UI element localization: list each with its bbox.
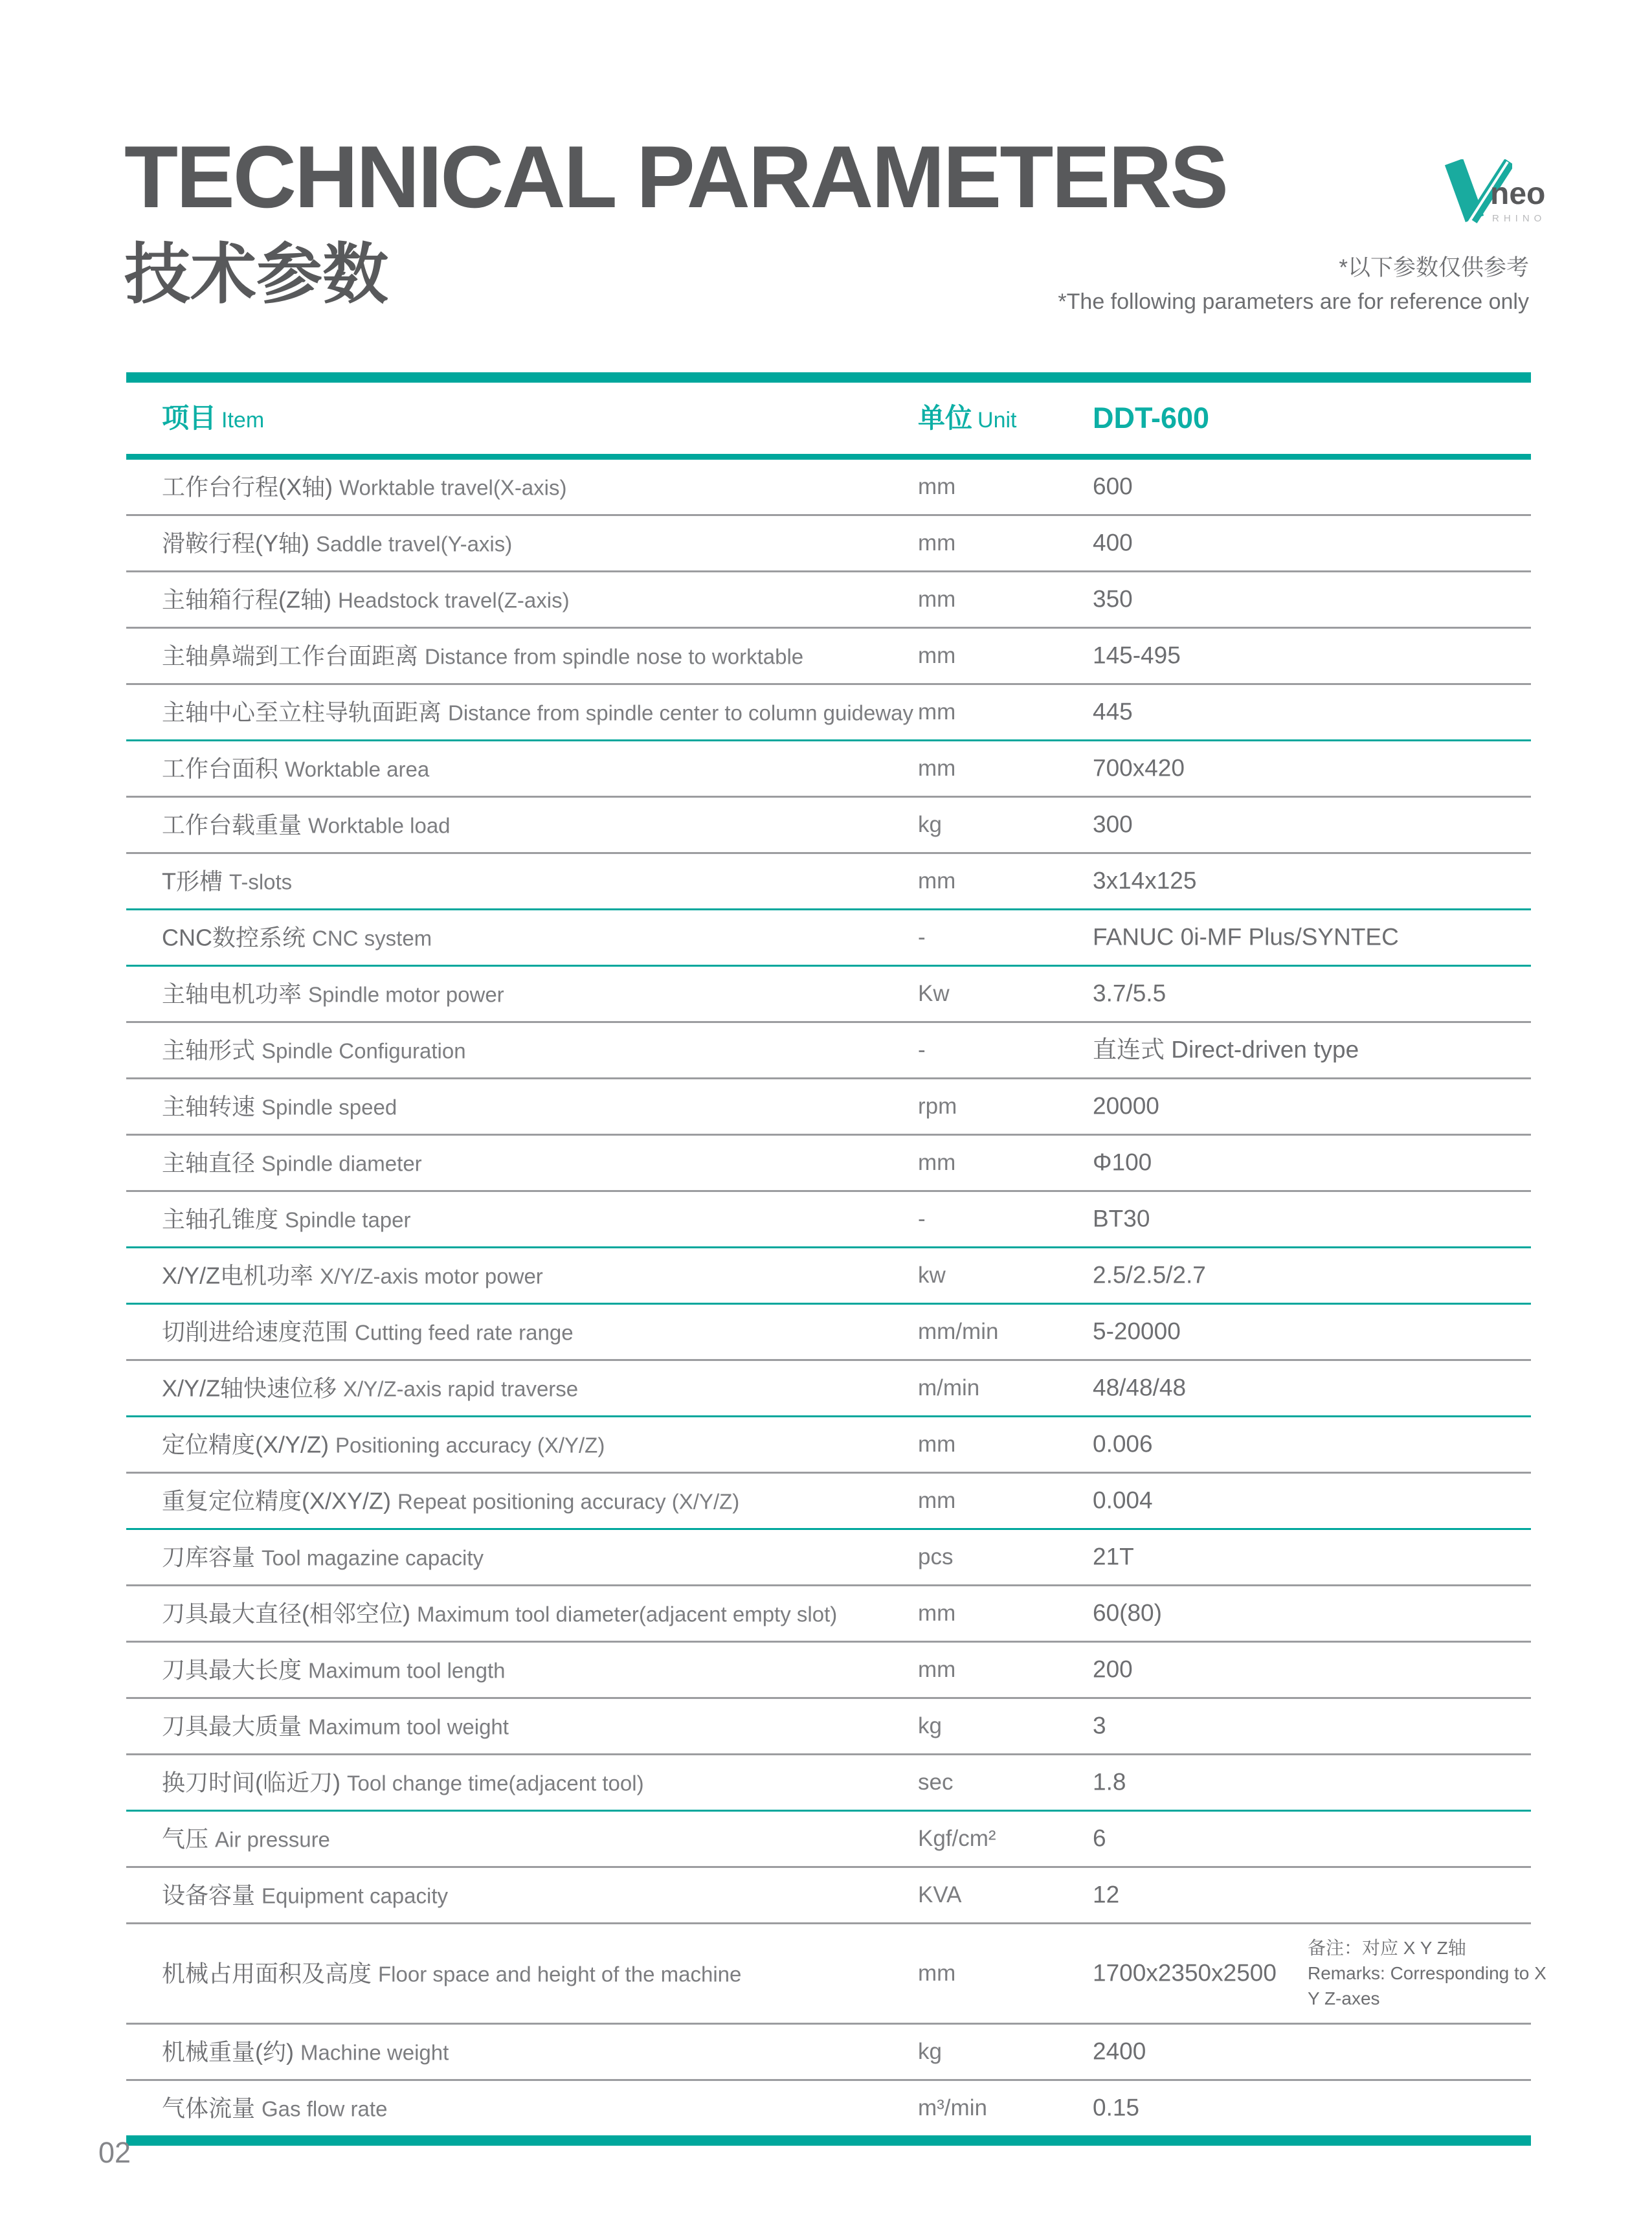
item-cell [162,1769,644,1795]
item-cell [162,2095,387,2121]
item-label-cn: T形槽 [162,868,223,895]
table-row [126,1192,1531,1248]
table-row [126,516,1531,572]
item-label-cn: 工作台行程(X轴) [162,473,333,500]
table-row [126,1868,1531,1924]
unit-cell: Kgf/cm² [918,1825,996,1851]
header-item-en: Item [221,407,265,433]
unit-cell: mm [918,755,956,781]
table-row [126,1079,1531,1136]
item-cell [162,868,292,894]
item-label-cn: 主轴形式 [162,1037,256,1064]
value-cell: 直连式 Direct-driven type [1093,1036,1359,1063]
table-row [126,1136,1531,1192]
item-label-cn: 设备容量 [162,1882,256,1909]
value-cell: 445 [1093,698,1133,725]
header-item-cn: 项目 [162,402,217,433]
table-row [126,1812,1531,1868]
unit-cell: KVA [918,1882,962,1907]
item-cell [162,1487,739,1514]
unit-cell: mm [918,1487,956,1513]
item-label-en: Maximum tool diameter(adjacent empty slot) [416,1602,838,1626]
page-number: 02 [98,2136,131,2169]
remark-en: Remarks: Corresponding to X Y Z-axes [1308,1963,1546,2009]
item-label-cn: CNC数控系统 [162,924,306,951]
item-cell [162,1318,574,1345]
item-label-cn: 气体流量 [162,2095,256,2122]
item-label-cn: 主轴鼻端到工作台面距离 [162,642,419,669]
item-cell [162,642,803,669]
header-model: DDT-600 [1093,401,1210,435]
unit-cell: mm [918,642,956,668]
item-label-en: Maximum tool length [308,1658,506,1683]
unit-cell: kg [918,2038,942,2064]
item-label-cn: 主轴箱行程(Z轴) [162,586,331,613]
value-cell: 12 [1093,1881,1120,1908]
item-label-en: Distance from spindle nose to worktable [425,644,804,669]
item-cell [162,1375,578,1401]
item-cell [162,1713,509,1739]
reference-notes [1058,256,1529,313]
item-label-en: Floor space and height of the machine [378,1962,742,1986]
item-cell [162,924,432,950]
table-row [126,1530,1531,1586]
table-row [126,1699,1531,1755]
table-row [126,1361,1531,1417]
unit-cell: kw [918,1262,946,1288]
value-cell: 5-20000 [1093,1318,1181,1345]
value-cell: 300 [1093,811,1133,838]
item-label-cn: 刀具最大质量 [162,1713,302,1740]
header-unit-cn: 单位 [918,402,973,433]
item-label-en: Spindle diameter [262,1151,422,1176]
unit-cell: mm [918,1431,956,1457]
value-cell: 2.5/2.5/2.7 [1093,1261,1206,1288]
item-label-cn: 主轴直径 [162,1149,256,1176]
item-cell [162,1262,543,1288]
unit-cell: mm [918,530,956,556]
unit-cell: rpm [918,1093,957,1119]
value-cell: 0.006 [1093,1430,1153,1457]
value-cell: 6 [1093,1825,1106,1852]
value-cell: 21T [1093,1543,1134,1570]
item-cell [162,1825,330,1852]
value-cell: 3x14x125 [1093,867,1197,894]
unit-cell: mm [918,1149,956,1175]
item-cell [162,1037,466,1063]
item-label-en: CNC system [312,926,432,950]
value-cell: 3.7/5.5 [1093,980,1166,1007]
item-label-en: Gas flow rate [262,2097,388,2121]
note-cn: *以下参数仅供参考 [1339,255,1529,280]
brand-subname: RHINO [1492,213,1546,224]
item-label-en: Tool magazine capacity [262,1546,484,1570]
header-unit-en: Unit [977,407,1017,433]
item-label-en: Distance from spindle center to column guideway [448,701,914,725]
item-cell [162,1544,484,1570]
item-cell [162,1206,411,1232]
item-cell [162,1656,505,1683]
unit-cell: mm [918,1960,956,1986]
item-cell [162,1093,397,1119]
table-row [126,741,1531,798]
unit-cell: m³/min [918,2095,987,2120]
item-label-en: X/Y/Z-axis motor power [320,1264,543,1288]
page-title: TECHNICAL PARAMETERS [124,128,1227,226]
value-cell: 600 [1093,473,1133,500]
table-row [126,1755,1531,1812]
value-cell: 20000 [1093,1092,1159,1119]
item-label-en: Worktable travel(X-axis) [339,475,567,500]
value-cell: 60(80) [1093,1599,1162,1626]
unit-cell: mm/min [918,1318,999,1344]
value-cell: 48/48/48 [1093,1374,1187,1401]
header-divider [126,454,1531,460]
value-cell: BT30 [1093,1205,1150,1232]
value-cell: Φ100 [1093,1149,1152,1176]
item-label-cn: 刀具最大长度 [162,1656,302,1683]
item-label-en: Maximum tool weight [308,1714,509,1739]
brand-logo [1445,159,1600,237]
item-cell [162,1149,422,1176]
item-label-cn: 刀具最大直径(相邻空位) [162,1600,410,1627]
value-cell: 200 [1093,1656,1133,1683]
item-label-en: Spindle taper [285,1208,411,1232]
unit-cell: mm [918,473,956,499]
item-cell [162,755,429,781]
value-cell: 1.8 [1093,1768,1126,1795]
header-item [162,403,264,434]
item-label-cn: 主轴电机功率 [162,980,302,1007]
unit-cell: mm [918,1600,956,1626]
table-row [126,1023,1531,1079]
item-label-cn: 主轴孔锥度 [162,1206,279,1233]
table-row [126,460,1531,516]
table-bottom-bar [126,2135,1531,2146]
unit-cell: - [918,1037,926,1062]
unit-cell: sec [918,1769,954,1795]
item-cell [162,1960,741,1986]
table-row [126,1586,1531,1643]
item-cell [162,699,913,725]
item-label-en: X/Y/Z-axis rapid traverse [343,1377,579,1401]
item-label-cn: 定位精度(X/Y/Z) [162,1431,329,1458]
item-label-en: Worktable load [308,813,451,838]
item-label-cn: X/Y/Z电机功率 [162,1262,314,1289]
item-cell [162,1600,837,1626]
unit-cell: kg [918,1713,942,1738]
item-label-en: Repeat positioning accuracy (X/Y/Z) [397,1489,740,1514]
item-label-en: Spindle Configuration [262,1039,466,1063]
value-cell: 145-495 [1093,642,1181,669]
brand-name: neo [1490,177,1546,211]
table-row [126,2025,1531,2081]
parameters-table [126,372,1546,2146]
item-label-en: Machine weight [300,2040,449,2065]
unit-cell: - [918,1206,926,1231]
value-cell: 400 [1093,529,1133,556]
item-label-cn: 换刀时间(临近刀) [162,1769,340,1796]
table-row [126,1643,1531,1699]
item-cell [162,980,504,1007]
value-cell: 700x420 [1093,754,1185,781]
value-cell: 350 [1093,585,1133,613]
value-cell: 0.004 [1093,1487,1153,1514]
item-label-cn: 工作台面积 [162,755,279,782]
item-cell [162,473,566,500]
table-row [126,572,1531,629]
item-label-en: Positioning accuracy (X/Y/Z) [335,1433,605,1457]
unit-cell: mm [918,1656,956,1682]
item-label-cn: 滑鞍行程(Y轴) [162,530,309,557]
item-label-cn: X/Y/Z轴快速位移 [162,1375,337,1402]
unit-cell: Kw [918,980,950,1006]
item-label-en: Worktable area [285,757,430,781]
item-label-en: Spindle motor power [308,982,504,1007]
unit-cell: mm [918,868,956,894]
remark-cell [1308,1935,1554,2012]
table-row [126,629,1531,685]
item-label-cn: 工作台载重量 [162,811,302,838]
note-en: *The following parameters are for reference only [1058,289,1529,314]
item-label-cn: 机械占用面积及高度 [162,1960,372,1987]
item-label-en: T-slots [229,870,293,894]
item-label-en: Equipment capacity [262,1883,449,1908]
page-title-cn: 技术参数 [124,238,388,311]
table-row [126,967,1531,1023]
table-row [126,685,1531,741]
table-row [126,2081,1531,2135]
item-label-cn: 主轴转速 [162,1093,256,1120]
unit-cell: mm [918,586,956,612]
table-row [126,1924,1546,2025]
item-label-cn: 刀库容量 [162,1544,256,1571]
item-cell [162,1882,448,1908]
value-cell: 1700x2350x2500 [1093,1959,1277,1986]
item-label-cn: 切削进给速度范围 [162,1318,349,1345]
table-body [126,460,1546,2135]
table-header-row [126,383,1531,454]
item-label-cn: 主轴中心至立柱导轨面距离 [162,699,442,726]
item-label-cn: 重复定位精度(X/XY/Z) [162,1487,392,1514]
item-label-en: Air pressure [215,1827,330,1852]
table-row [126,798,1531,854]
item-label-cn: 气压 [162,1825,209,1852]
table-row [126,854,1531,910]
unit-cell: m/min [918,1375,980,1400]
header-unit [918,403,1016,434]
table-row [126,1248,1531,1305]
unit-cell: - [918,924,926,950]
value-cell: 0.15 [1093,2094,1140,2121]
item-label-cn: 机械重量(约) [162,2038,294,2065]
item-cell [162,1431,605,1457]
item-cell [162,811,451,838]
item-label-en: Spindle speed [262,1095,397,1119]
table-row [126,1474,1531,1530]
table-row [126,1417,1531,1474]
value-cell: FANUC 0i-MF Plus/SYNTEC [1093,923,1399,950]
value-cell: 2400 [1093,2038,1146,2065]
item-label-en: Tool change time(adjacent tool) [346,1771,644,1795]
unit-cell: mm [918,699,956,725]
item-cell [162,2038,449,2065]
table-top-bar [126,372,1531,383]
item-label-en: Saddle travel(Y-axis) [316,532,513,556]
table-row [126,910,1531,967]
table-row [126,1305,1531,1361]
item-label-en: Headstock travel(Z-axis) [337,588,570,613]
item-label-en: Cutting feed rate range [355,1320,574,1345]
value-cell: 3 [1093,1712,1106,1739]
remark-cn: 备注：对应 X Y Z轴 [1308,1938,1466,1959]
unit-cell: pcs [918,1544,954,1569]
item-cell [162,530,512,556]
item-cell [162,586,570,613]
unit-cell: kg [918,811,942,837]
